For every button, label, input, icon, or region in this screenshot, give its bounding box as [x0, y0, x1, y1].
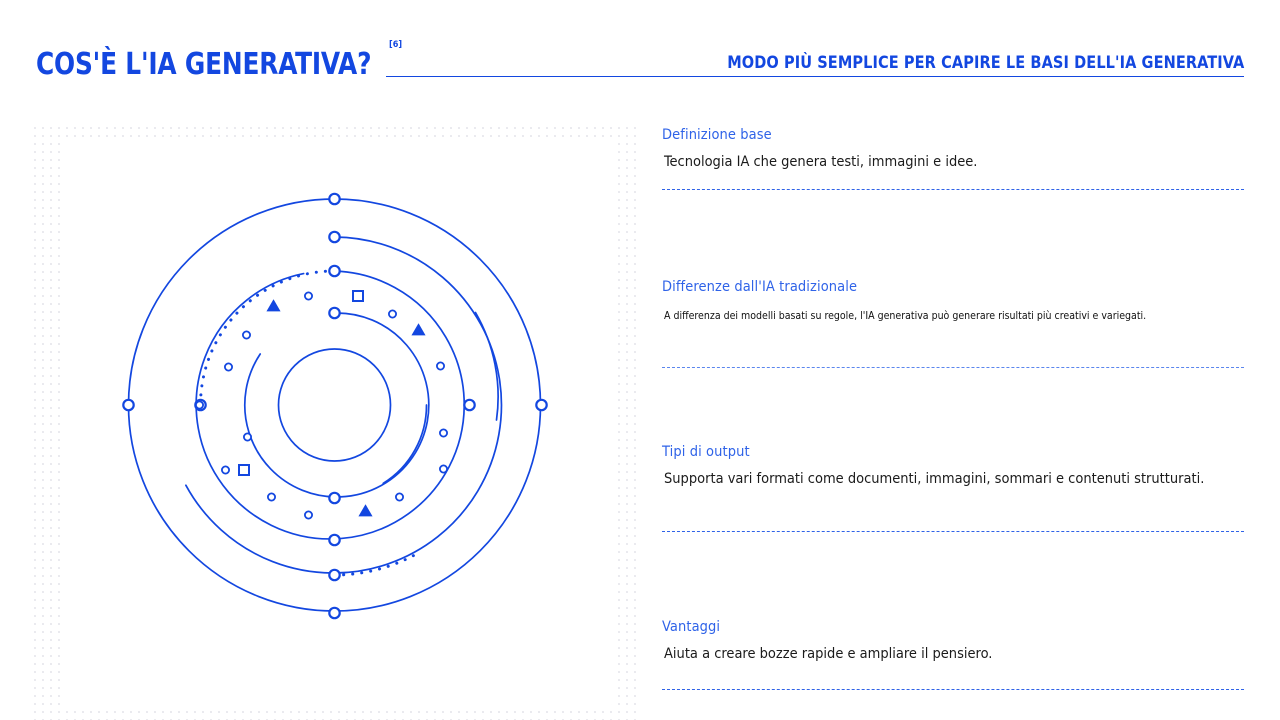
orbit-nodes: [123, 194, 546, 618]
content-panel: [662, 127, 1244, 707]
small-circle-markers: [196, 292, 447, 518]
section-title: Definizione base: [662, 127, 772, 143]
header-divider-rule: [386, 76, 1244, 77]
section-title: Tipi di output: [662, 444, 750, 460]
square-markers: [239, 291, 363, 475]
section-body: Aiuta a creare bozze rapide e ampliare il pensiero.: [664, 646, 993, 663]
content-section-vantaggi: [662, 619, 1244, 665]
section-body: Supporta vari formati come documenti, immagini, sommari e contenuti strutturati.: [664, 471, 1205, 488]
concentric-orbit-diagram: [34, 127, 638, 720]
section-title: Differenze dall'IA tradizionale: [662, 279, 858, 295]
content-section-tipi-di-output: [662, 444, 1244, 490]
section-divider: [662, 367, 1244, 368]
page-title: COS'È L'IA GENERATIVA?: [36, 47, 372, 82]
triangle-markers: [268, 301, 424, 516]
section-body: Tecnologia IA che genera testi, immagini e idee.: [664, 154, 978, 171]
content-section-definizione-base: [662, 127, 1244, 173]
section-divider: [662, 189, 1244, 190]
header-subtitle: MODO PIÙ SEMPLICE PER CAPIRE LE BASI DELL'IA GENERATIVA: [726, 53, 1244, 73]
reference-marker: [6]: [389, 40, 403, 50]
section-divider: [662, 531, 1244, 532]
section-title: Vantaggi: [662, 619, 721, 635]
visual-panel: [34, 127, 638, 720]
section-divider: [662, 689, 1244, 690]
content-section-differenze: [662, 279, 1244, 324]
slide-header: [0, 0, 1280, 100]
section-body: A differenza dei modelli basati su regole, l'IA generativa può generare risultati più creativi e variegati.: [664, 310, 1147, 323]
